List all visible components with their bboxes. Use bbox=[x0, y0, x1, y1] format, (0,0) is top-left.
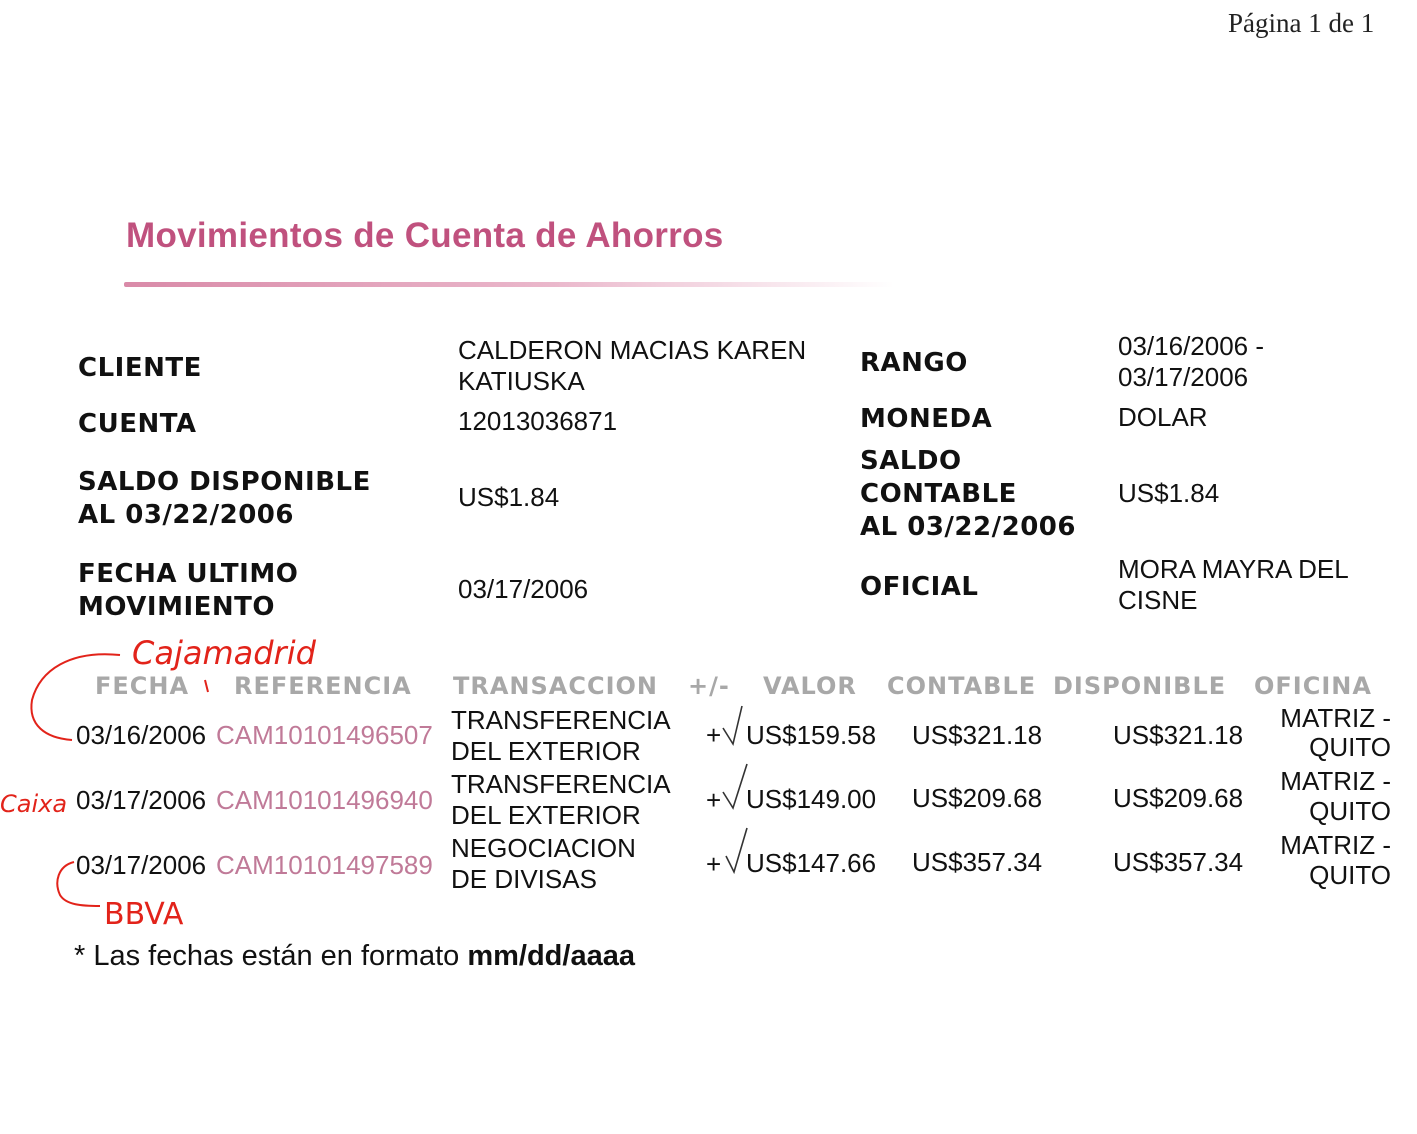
row2-contable: US$209.68 bbox=[912, 783, 1043, 813]
row1-transaccion-line1: TRANSFERENCIA bbox=[451, 705, 671, 735]
header-contable: CONTABLE bbox=[887, 672, 1037, 700]
header-disponible: DISPONIBLE bbox=[1053, 672, 1227, 700]
row2-oficina-line1: MATRIZ - bbox=[1280, 766, 1391, 796]
row2-oficina-line2: QUITO bbox=[1309, 796, 1391, 826]
saldo-disponible-label-line1: SALDO DISPONIBLE bbox=[78, 467, 371, 497]
row1-disponible: US$321.18 bbox=[1113, 720, 1244, 750]
check-mark-icon bbox=[726, 828, 747, 872]
rango-value-line1: 03/16/2006 - bbox=[1118, 331, 1265, 361]
saldo-disponible-label-line2: AL 03/22/2006 bbox=[78, 500, 294, 530]
row1-transaccion-line2: DEL EXTERIOR bbox=[451, 736, 641, 766]
red-tick-mark bbox=[205, 680, 208, 692]
note-format: mm/dd/aaaa bbox=[467, 940, 635, 972]
fecha-ultimo-label-line2: MOVIMIENTO bbox=[78, 592, 275, 622]
header-valor: VALOR bbox=[763, 672, 857, 700]
header-referencia: REFERENCIA bbox=[234, 672, 412, 700]
page-title: Movimientos de Cuenta de Ahorros bbox=[126, 216, 724, 255]
row1-oficina-line1: MATRIZ - bbox=[1280, 703, 1391, 733]
row2-signo: + bbox=[706, 785, 722, 815]
header-oficina: OFICINA bbox=[1254, 672, 1372, 700]
oficial-value-line2: CISNE bbox=[1118, 585, 1198, 615]
note-prefix: * Las fechas están en formato bbox=[74, 940, 468, 972]
rango-value-line2: 03/17/2006 bbox=[1118, 362, 1249, 392]
oficial-label: OFICIAL bbox=[860, 572, 979, 602]
row2-disponible: US$209.68 bbox=[1113, 783, 1244, 813]
handwriting-cajamadrid: Cajamadrid bbox=[132, 634, 316, 672]
row1-referencia: CAM10101496507 bbox=[216, 720, 433, 750]
cliente-label: CLIENTE bbox=[78, 353, 202, 383]
row3-referencia: CAM10101497589 bbox=[216, 850, 433, 880]
cliente-value-line1: CALDERON MACIAS KAREN bbox=[458, 335, 807, 365]
row3-fecha: 03/17/2006 bbox=[76, 850, 207, 880]
row1-fecha: 03/16/2006 bbox=[76, 720, 207, 750]
row3-oficina-line1: MATRIZ - bbox=[1280, 830, 1391, 860]
saldo-contable-label-line1: SALDO bbox=[860, 446, 962, 476]
row3-valor: US$147.66 bbox=[746, 848, 877, 878]
handwriting-bbva: BBVA bbox=[104, 897, 184, 932]
row2-transaccion-line1: TRANSFERENCIA bbox=[451, 769, 671, 799]
handwriting-caixa: Caixa bbox=[0, 790, 68, 818]
header-transaccion: TRANSACCION bbox=[453, 672, 659, 700]
check-mark-icon bbox=[723, 706, 742, 744]
moneda-value: DOLAR bbox=[1118, 402, 1208, 432]
fecha-ultimo-label-line1: FECHA ULTIMO bbox=[78, 559, 299, 589]
red-bracket-row3 bbox=[57, 862, 100, 906]
row3-signo: + bbox=[706, 849, 722, 879]
check-mark-icon bbox=[723, 764, 747, 808]
row2-referencia: CAM10101496940 bbox=[216, 785, 433, 815]
row1-oficina-line2: QUITO bbox=[1309, 732, 1391, 762]
header-fecha: FECHA bbox=[95, 672, 190, 700]
header-signo: +/- bbox=[688, 672, 730, 700]
saldo-contable-value: US$1.84 bbox=[1118, 478, 1220, 508]
moneda-label: MONEDA bbox=[860, 404, 993, 434]
saldo-disponible-value: US$1.84 bbox=[458, 482, 560, 512]
page-number: Página 1 de 1 bbox=[1228, 8, 1375, 38]
row1-contable: US$321.18 bbox=[912, 720, 1043, 750]
row2-fecha: 03/17/2006 bbox=[76, 785, 207, 815]
cuenta-label: CUENTA bbox=[78, 409, 197, 439]
rango-label: RANGO bbox=[860, 348, 968, 378]
row3-transaccion-line1: NEGOCIACION bbox=[451, 833, 636, 863]
row2-valor: US$149.00 bbox=[746, 784, 877, 814]
cliente-value-line2: KATIUSKA bbox=[458, 366, 585, 396]
row1-signo: + bbox=[706, 720, 722, 750]
row2-transaccion-line2: DEL EXTERIOR bbox=[451, 800, 641, 830]
fecha-ultimo-value: 03/17/2006 bbox=[458, 574, 589, 604]
row3-disponible: US$357.34 bbox=[1113, 847, 1244, 877]
oficial-value-line1: MORA MAYRA DEL bbox=[1118, 554, 1349, 584]
cuenta-value: 12013036871 bbox=[458, 406, 618, 436]
saldo-contable-label-line3: AL 03/22/2006 bbox=[860, 512, 1076, 542]
row1-valor: US$159.58 bbox=[746, 720, 877, 750]
row3-transaccion-line2: DE DIVISAS bbox=[451, 864, 597, 894]
row3-oficina-line2: QUITO bbox=[1309, 860, 1391, 890]
red-bracket-row1 bbox=[31, 654, 120, 740]
saldo-contable-label-line2: CONTABLE bbox=[860, 479, 1017, 509]
row3-contable: US$357.34 bbox=[912, 847, 1043, 877]
